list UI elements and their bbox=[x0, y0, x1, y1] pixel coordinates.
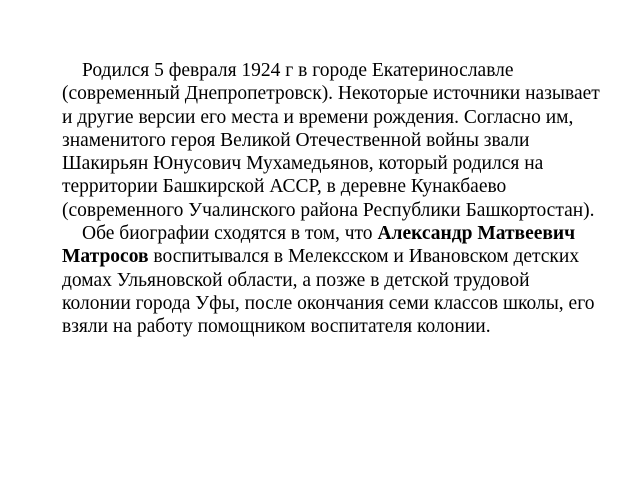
paragraph-birth-text: Родился 5 февраля 1924 г в городе Екатеринославле (современный Днепропетровск). Некоторые источники называет и другие версии его места и времени рождения. Согласно им, знаменитого героя Великой Отечественной войны звали Шакирьян Юнусович Мухамедьянов, который родился на территории Башкирской АССР, в деревне Кунакбаево (современного Учалинского района Республики Башкортостан). bbox=[62, 60, 600, 221]
paragraph-biography-lead: Обе биографии сходятся в том, что bbox=[82, 223, 378, 245]
paragraph-biography-rest: воспитывался в Мелексском и Ивановском детских домах Ульяновской области, а позже в детской трудовой колонии города Уфы, после окончания семи классов школы, его взяли на работу помощником воспитателя колонии. bbox=[62, 246, 595, 338]
paragraph-biography bbox=[62, 222, 602, 338]
hero-name: Александр Матвеевич Матросов bbox=[62, 223, 576, 268]
paragraph-birth bbox=[62, 59, 602, 222]
text-block bbox=[62, 59, 602, 339]
